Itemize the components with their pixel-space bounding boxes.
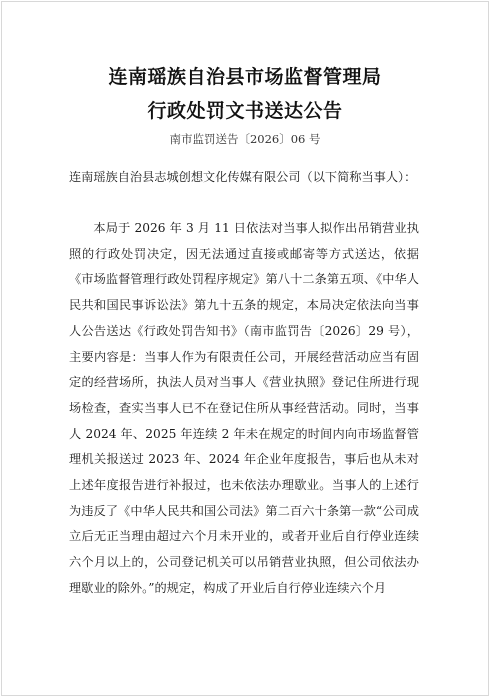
addressee-block <box>69 165 419 191</box>
addressee: 连南瑶族自治县志城创想文化传媒有限公司（以下简称当事人）： <box>69 170 417 184</box>
announcement-title: 行政处罚文书送达公告 <box>147 100 343 122</box>
document-number: 南市监罚送告〔2026〕06 号 <box>169 132 321 146</box>
issuing-authority-title: 连南瑶族自治县市场监督管理局 <box>108 66 382 88</box>
body-paragraph-block <box>69 216 419 602</box>
body-paragraph: 本局于 2026 年 3 月 11 日依法对当事人拟作出吊销营业执照的行政处罚决定，因无法通过直接或邮寄等方式送达，依据《市场监督管理行政处罚程序规定》第八十二条第五项、《中华人民共和国民事诉讼法》第九十五条的规定，本局决定依法向当事人公告送达《行政处罚告知书》（南市监罚告〔2026〕29 号），主要内容是：当事人作为有限责任公司，开展经营活动应当有固定的经营场所，执法人员对当事人《营业执照》登记住所进行现场检查，查实当事人已不在登记住所从事经营活动。同时，当事人 2024 年、2025 年连续 2 年未在规定的时间内向市场监督管理机关报送过 2023 年、2024 年企业年度报告，事后也从未对上述年度报告进行补报过，也未依法办理歇业。当事人的上述行为违反了《中华人民共和国公司法》第二百六十条第一款“公司成立后无正当理由超过六个月未开业的，或者开业后自行停业连续六个月以上的，公司登记机关可以吊销营业执照，但公司依法办理歇业的除外。”的规定，构成了开业后自行停业连续六个月 <box>69 221 419 595</box>
